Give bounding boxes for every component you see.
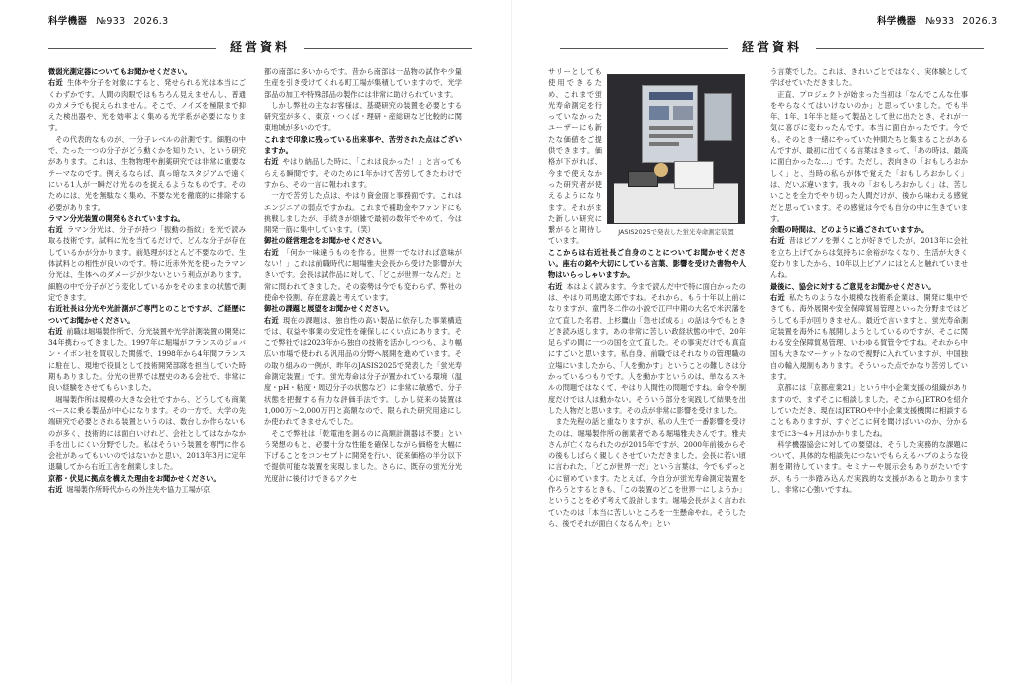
speaker-name: 右近 <box>48 326 63 336</box>
answer-text: 堀場製作所時代からの外注先や協力工場が京 <box>66 484 211 494</box>
interview-question: 御社の経営理念をお聞かせください。 <box>264 236 387 246</box>
answer-text: 前職は堀場製作所で、分光装置や光学計測装置の開発に34年携わってきました。1997年に堀場がフランスのジョバン・イボン社を買収した関係で、1998年から4年間フランスに駐在し、現地で役員として技術開発部隊を担当していた時期もありました。分光の世界では歴史のある会社で、非常に良い経験をさせてもらいました。 <box>48 326 246 393</box>
interview-question: 最後に、協会に対するご意見をお聞かせください。 <box>770 281 936 291</box>
body-paragraph: そこで弊社は「乾電池を測るのに高額計測器は不要」という発想のもと、必要十分な性能を確保しながら価格を大幅に下げることをコンセプトに開発を行い、従来価格の半分以下で提供可能な装置を実現しました。さらに、既存の蛍光分光光度計に後付けできるアクセ <box>264 428 462 483</box>
interview-answer <box>264 315 462 428</box>
interview-question: 御社の課題と展望をお聞かせください。 <box>264 304 394 314</box>
speaker-name: 右近 <box>770 236 785 246</box>
issue-date: 2026.3 <box>133 16 169 27</box>
body-paragraph: しかし弊社の主なお客様は、基礎研究の装置を必要とする研究室が多く、東京・つくば・理研・産総研など比較的に関東地域が多いのです。 <box>264 100 462 133</box>
interview-answer <box>264 156 462 190</box>
product-photo <box>607 74 745 224</box>
interview-answer <box>548 281 746 417</box>
body-paragraph: サリーとしても使用できるため、これまで蛍光寿命測定を行っていなかったユーザーにも新たな価値をご提供できます。価格が下がれば、今まで使えなかった研究者が使えるようになります。それがまた新しい研究に繋がると期待しています。 <box>548 67 602 246</box>
issue-date: 2026.3 <box>962 16 998 27</box>
right-page <box>512 0 1024 683</box>
speaker-name: 右近 <box>770 292 785 302</box>
speaker-name: 右近 <box>264 247 279 257</box>
interview-question: 余暇の時間は、どのように過ごされていますか。 <box>770 225 929 235</box>
section-heading <box>48 38 472 60</box>
interview-answer <box>264 247 462 303</box>
interview-answer <box>48 326 246 394</box>
interview-question: ここからは右近社長ご自身のことについてお聞かせください。座右の銘や大切にしている言葉、影響を受けた書物や人物はいらっしゃいますか。 <box>548 247 746 280</box>
text-column-2 <box>264 66 462 646</box>
body-paragraph: 一方で苦労した点は、やはり資金面と事務面です。これはエンジニアの弱点ですかね。これまで補助金やファンドにも挑戦しましたが、手続きが煩雑で最初の数年でやめて、今は開発一筋に集中しています。（笑） <box>264 191 462 235</box>
magazine-name: 科学機器 <box>877 16 917 27</box>
interview-answer <box>48 224 246 303</box>
body-paragraph: 堀場製作所は規模の大きな会社ですから、どうしても商業ベースに乗る製品が中心になります。その一方で、大学の先端研究で必要とされる装置というのは、数台しか作らないものが多く、技術的には面白いけれど、会社としてはなかなか手を出しにくい分野でした。私はそういう装置を専門に作る会社があってもいいのではないかと思い、2013年3月に定年退職してから右近工舎を創業しました。 <box>48 394 246 472</box>
answer-text: 生体や分子を対象にすると、発せられる光は本当にごくわずかです。人間の肉眼ではもちろん見えませんし、普通のカメラでも捉えられません。そこで、ノイズを極限まで抑えた検出器や、光を効率よく集める光学系が必要になります。 <box>48 78 246 133</box>
page-header <box>877 13 997 27</box>
product-figure <box>607 74 745 244</box>
speaker-name: 右近 <box>48 225 63 235</box>
answer-text: 私たちのような小規模な技術系企業は、開発に集中できても、海外展開や安全保障貿易管理といった分野まではどうしても手が回りきません。最近で言いますと、蛍光寿命測定装置を海外にも展開しようとしているのですが、そこに関わる安全保障貿易管理、いわゆる貿管令ですね。それから中国も大きなマーケットなので視野に入れていますが、中国独自の輸入規制もあります。そういった点でかなり苦労しています。 <box>770 292 968 382</box>
section-heading <box>560 38 984 60</box>
interview-answer <box>770 292 968 382</box>
body-paragraph: また先程の話と重なりますが、私の人生で一番影響を受けたのは、堀場製作所の創業者である堀場雅夫さんです。雅夫さんが亡くなられたのが2015年ですが、2000年前後からその後もしばらく親しくさせていただきました。会長に若い頃に言われた、「どこが世界一だ」という言葉は、今でもずっと心に留めています。たとえば、今自分が蛍光寿命測定装置を作ろうとするときも、「この装置のどこを世界一にしようか」ということを必ず考えて設計します。堀場会長がよく言われていたのは「本当に苦しいところを一生懸命やれ。そうしたら、後でそれが面白くなるんや」とい <box>548 417 746 528</box>
body-paragraph: その代表的なものが、一分子レベルの計測です。細胞の中で、たった一つの分子がどう動くかを知りたい、という研究があります。これは、生物物理や創薬研究では非常に重要なテーマなのです。例えるならば、真っ暗なスタジアムで遠くにいる1人が一瞬だけ光るのを捉えるようなものです。そのためには、光を無駄なく集め、不要な光を徹底的に排除する必要があります。 <box>48 134 246 212</box>
interview-question: ラマン分光装置の開発もされていますね。 <box>48 213 185 223</box>
answer-text: ラマン分光は、分子が持つ「振動の指紋」を光で読み取る技術です。試料に光を当てるだけで、どんな分子が存在しているかが分かります。前処理がほとんど不要なので、生体試料との相性が良いのです。特に近赤外光を使ったラマン分光は、生体へのダメージが少ないという利点があります。細胞の中で分子がどう変化しているかをそのままの状態で測定できます。 <box>48 225 246 302</box>
speaker-name: 右近 <box>48 78 63 88</box>
issue-number: №933 <box>96 16 126 27</box>
interview-question: 微弱光測定器についてもお聞かせください。 <box>48 67 192 76</box>
body-paragraph: 正直、プロジェクトが始まった当初は「なんでこんな仕事をやらなくてはいけないのか」と思っていました。でも半年、1年、1年半と経って製品として世に出たとき、それが一気に喜びに変わったんです。本当に面白かったです。今でも、そのとき一緒にやっていた仲間たちと集まることがあるんですが、最初に出てくる言葉はきまって、「あの時は、最高に面白かったな…」です。ただし、表向きの「おもしろおかしく」と、当時の私らが体で覚えた「おもしろおかしく」は、だいぶ違います。我々の「おもしろおかしく」は、苦しいことを全力でやり切った人間だけが、後から味わえる感覚だと思っています。その感覚は今でも自分の中に生きています。 <box>770 89 968 223</box>
body-paragraph: う言葉でした。これは、きれいごとではなく、実体験として学ばせていただきました。 <box>770 67 968 88</box>
display-desk <box>614 183 738 223</box>
section-title: 経営資料 <box>216 38 304 55</box>
text-column-2 <box>770 66 968 646</box>
figure-caption: JASIS2025で発表した蛍光寿命測定装置 <box>618 228 734 236</box>
speaker-name: 右近 <box>48 484 63 494</box>
body-paragraph: 京都には「京都産業21」という中小企業支援の組織がありますので、まずそこに相談しました。そこからJETROを紹介していただき、現在はJETROや中小企業支援機関に相談することもありますが、すぐどこに何を聞けばいいのか、分かるまでに3～4ヶ月はかかりましたね。 <box>770 383 968 438</box>
exhibition-poster <box>642 85 698 163</box>
interview-answer <box>48 77 246 133</box>
answer-text: 「何か一味違うものを作る。世界一でなければ意味がない！」これは前職時代に堀場雅夫会長から受けた影響が大きいです。会長は試作品に対して、「どこが世界一なんだ」と常に問われてきました。その姿勢は今でも変わらず、弊社の使命や役割、存在意義と考えています。 <box>264 247 462 302</box>
body-paragraph: 科学機器協会に対しての要望は、そうした実務的な課題について、具体的な相談先につないでもらえるハブのような役割を期待しています。セミナーや展示会もありがたいですが、もう一歩踏み込んだ実践的な支援があると助かりますし、非常に心強いですね。 <box>770 439 968 494</box>
answer-text: 現在の課題は、独自性の高い製品に依存した事業構造では、収益や事業の安定性を確保しにくい点にあります。そこで弊社では2023年から独自の技術を活かしつつも、より幅広い市場で使われる汎用品の分野へ展開を進めています。その取り組みの一例が、昨年のJASIS2025で発表した「蛍光寿命測定装置」です。蛍光寿命は分子が置かれている環境（温度・pH・粘度・周辺分子の状態など）に非常に敏感で、分子状態を把握する有力な評価手法です。しかし従来の装置は1,000万～2,000万円と高額なので、限られた研究用途にしか使われてきませんでした。 <box>264 315 462 427</box>
side-poster <box>704 93 732 141</box>
interview-answer <box>770 235 968 280</box>
page-header <box>48 13 168 27</box>
section-title: 経営資料 <box>728 38 816 55</box>
answer-text: やはり納品した時に、「これは良かった！」と言ってもらえる瞬間です。そのために1年かけて苦労してきたわけですから、その一言に報われます。 <box>264 157 462 189</box>
issue-number: №933 <box>925 16 955 27</box>
answer-text: 昔はピアノを弾くことが好きでしたが、2013年に会社を立ち上げてからは気持ちに余裕がなくなり、生活が大きく変わりましたから、10年以上ピアノにはとんと触れていませんね。 <box>770 236 968 280</box>
text-column-1 <box>48 66 246 646</box>
laptop <box>628 171 658 187</box>
sample-sphere <box>654 163 668 177</box>
magazine-name: 科学機器 <box>48 16 88 27</box>
measurement-device <box>674 161 714 189</box>
speaker-name: 右近 <box>548 281 563 291</box>
interview-question: これまで印象に残っている出来事や、苦労された点はございますか。 <box>264 134 462 156</box>
speaker-name: 右近 <box>264 315 279 325</box>
interview-question: 京都・伏見に拠点を構えた理由をお聞かせください。 <box>48 473 221 483</box>
interview-answer <box>48 484 246 495</box>
body-paragraph: 都の南部に多いからです。昔から南部は一品物の試作や少量生産を引き受けてくれる町工場が集積していますので、光学部品の加工や特殊部品の製作には非常に助けられています。 <box>264 67 462 99</box>
interview-question: 右近社長は分光や光計測がご専門とのことですが、ご経歴についてお聞かせください。 <box>48 304 246 325</box>
answer-text: 本はよく読みます。今まで読んだ中で特に面白かったのは、やはり司馬遼太郎ですね。それから、もう十年以上前になりますが、童門冬二作の小説で江戸中期の大名で米沢藩を立て直した名君、上杉鷹山「急せば成る」の話は今でもときどき読み返します。あの非常に苦しい政経状態の中で、20年足らずの間に一つの国を立て直した。その事実だけでも真直にすごいと思います。私自身、前職ではそれなりの管理職の立場にいましたから、「人を動かす」ということの難しさは分かっているつもりです。人を動かすというのは、単なるスキルの問題ではなくて、やはり人間性の問題ですね。命令や制度だけでは人は動かない。そういう部分を実践して結果を出した人物だと思います。その点が非常に影響を受けました。 <box>548 281 746 415</box>
speaker-name: 右近 <box>264 157 279 167</box>
